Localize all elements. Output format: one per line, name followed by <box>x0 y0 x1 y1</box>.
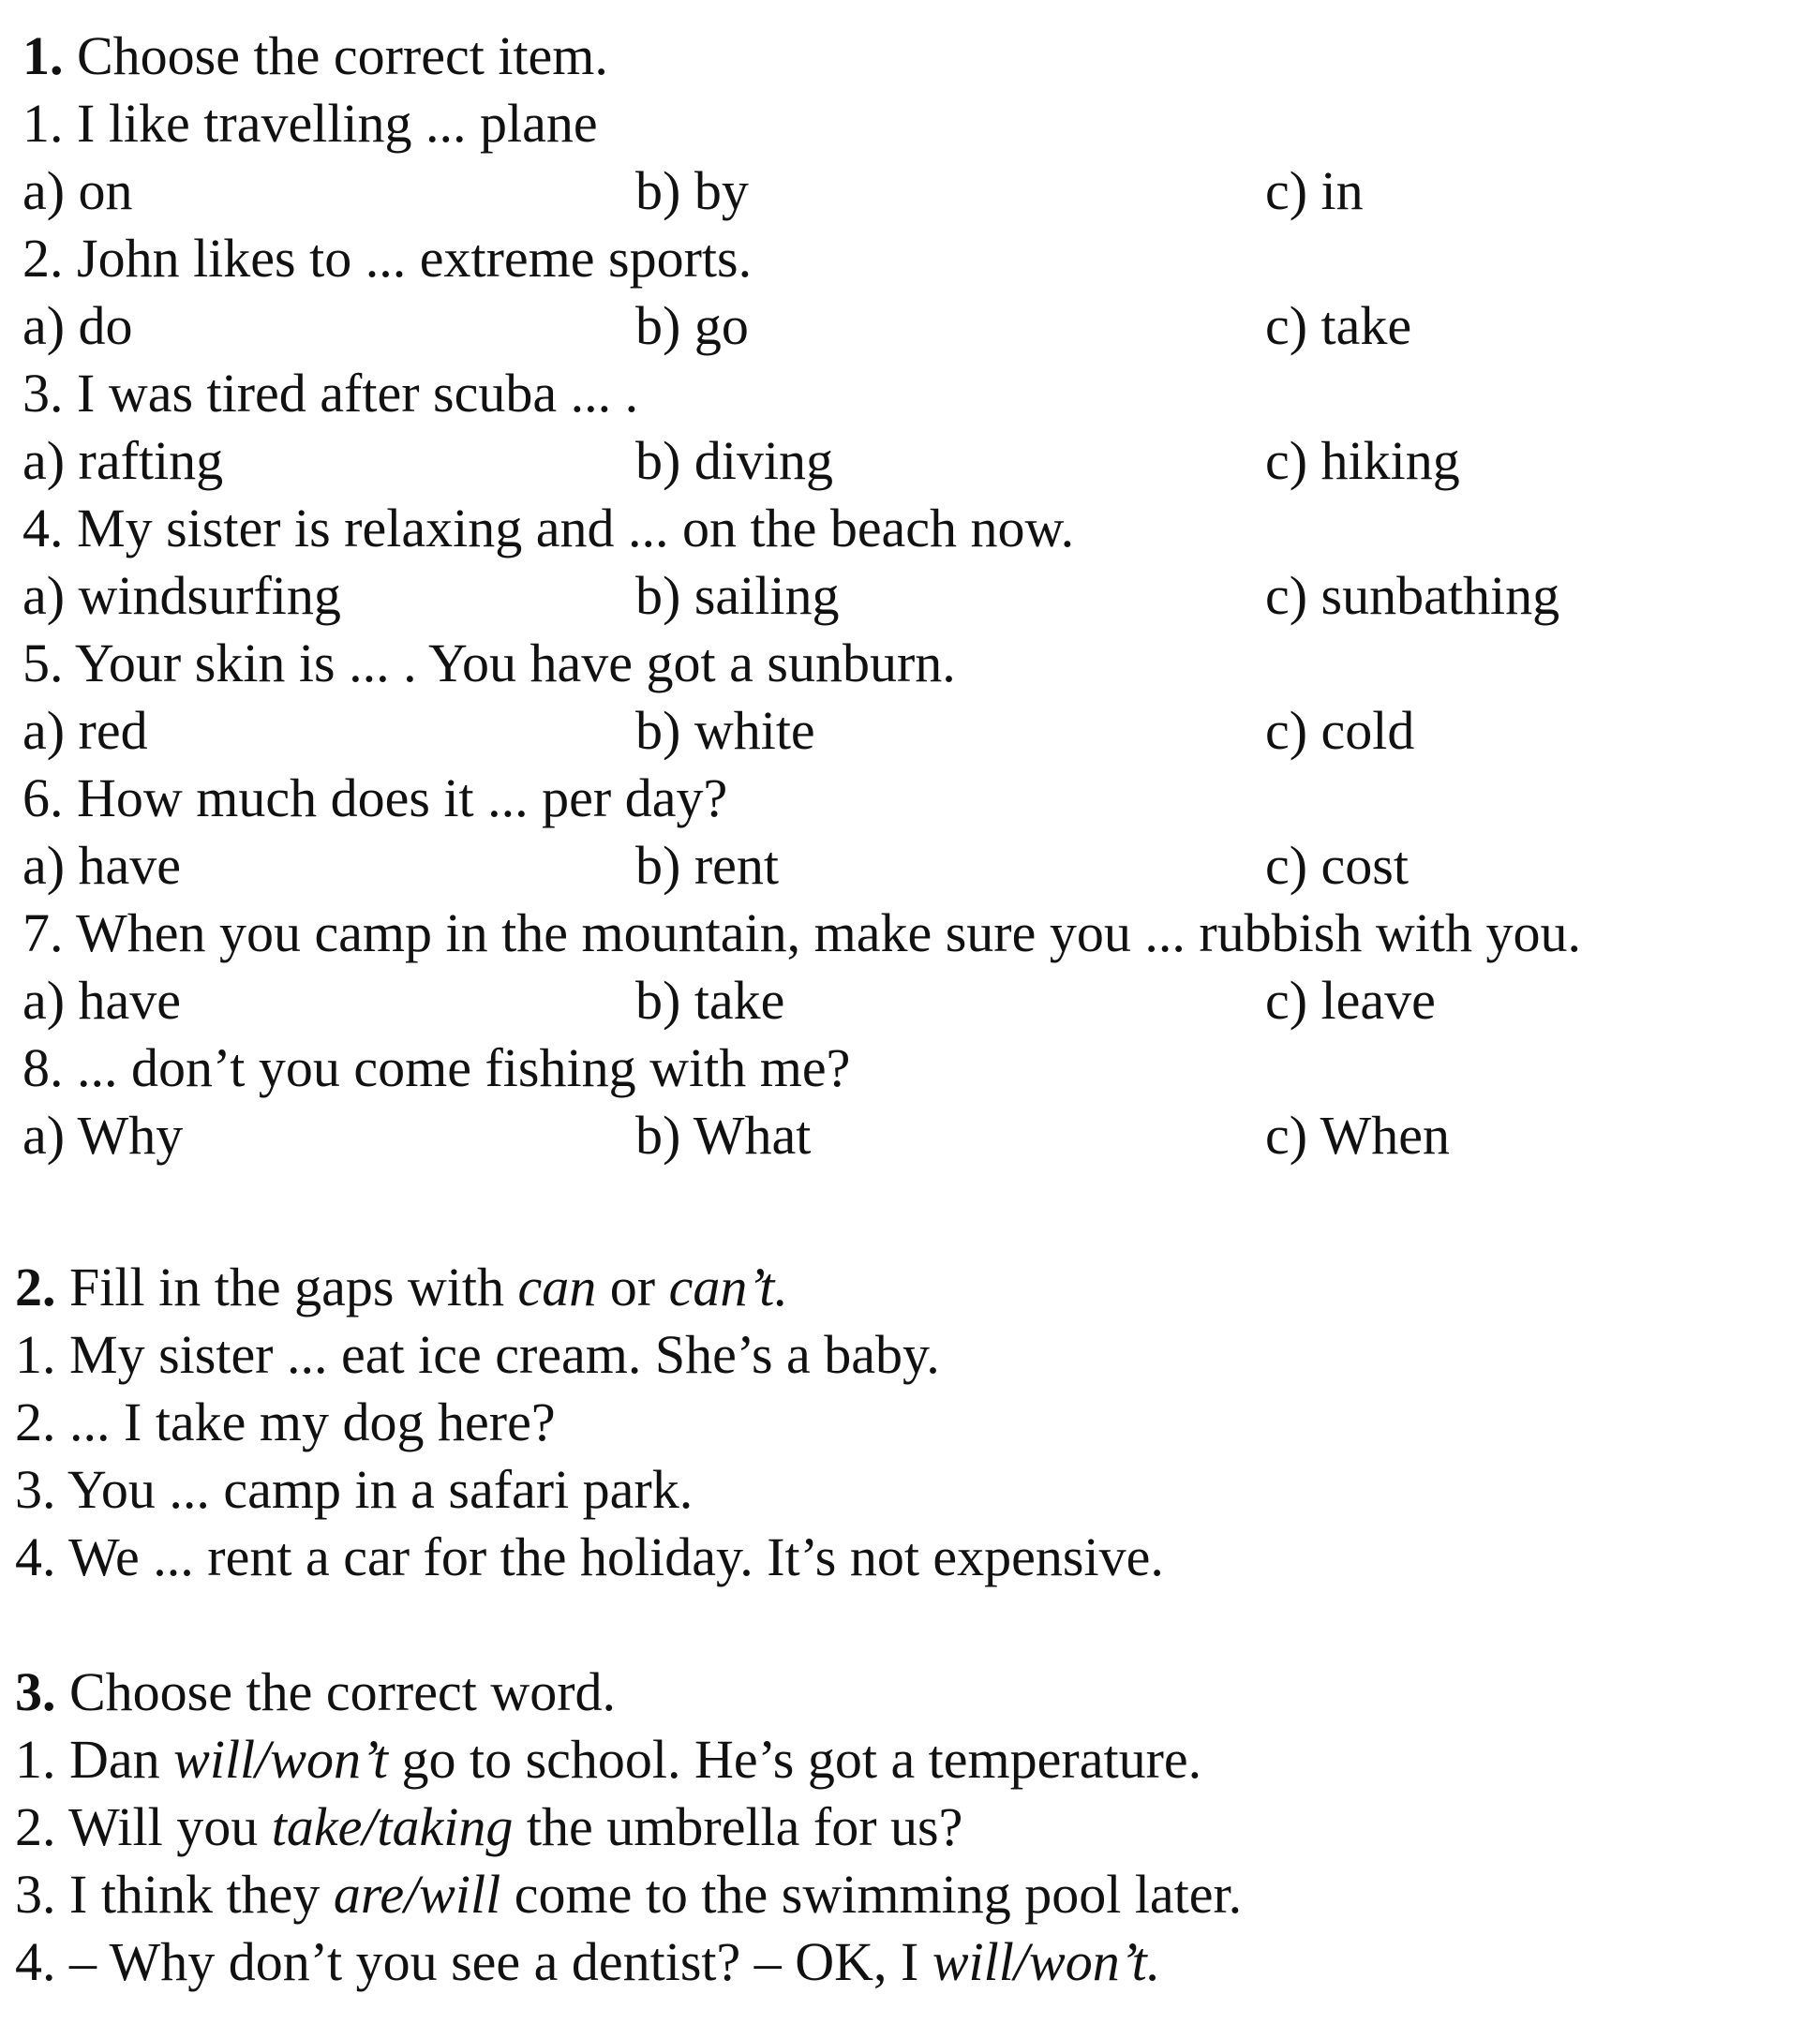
option-b: b) rent <box>635 835 779 896</box>
option-c: c) hiking <box>1265 430 1460 491</box>
gap-sentence: 1. My sister ... eat ice cream. She’s a baby. <box>15 1324 940 1385</box>
exercise-2-instruction: Fill in the gaps with <box>69 1257 504 1317</box>
exercise-2-number: 2. <box>15 1257 56 1317</box>
question-stem: 2. John likes to ... extreme sports. <box>22 228 753 289</box>
exercise-2-heading <box>15 1254 788 1321</box>
exercise-3-instruction: Choose the correct word. <box>69 1661 617 1722</box>
word-can: can <box>517 1257 597 1317</box>
question-stem: 8. ... don’t you come fishing with me? <box>22 1037 851 1098</box>
option-c: c) When <box>1265 1105 1450 1166</box>
option-c: c) in <box>1265 160 1364 221</box>
option-c: c) cold <box>1265 700 1415 761</box>
option-b: b) take <box>635 970 785 1031</box>
word-choice: are/will <box>333 1864 501 1925</box>
sentence-start: 4. – Why don’t you see a dentist? – OK, I <box>15 1931 919 1992</box>
question-stem: 1. I like travelling ... plane <box>22 93 598 154</box>
option-a: a) rafting <box>22 430 224 491</box>
sentence-end: go to school. He’s got a temperature. <box>401 1729 1202 1790</box>
sentence-end: the umbrella for us? <box>526 1796 963 1857</box>
exercise-3-heading <box>15 1659 616 1726</box>
question-stem: 3. I was tired after scuba ... . <box>22 363 639 424</box>
word-choice: will/won’t. <box>932 1931 1161 1992</box>
option-c: c) sunbathing <box>1265 565 1560 626</box>
option-a: a) windsurfing <box>22 565 341 626</box>
exercise-1-number: 1. <box>22 25 64 86</box>
option-b: b) by <box>635 160 749 221</box>
choice-sentence <box>15 1928 1160 1996</box>
option-a: a) on <box>22 160 133 221</box>
option-b: b) What <box>635 1105 812 1166</box>
word-or: or <box>609 1257 656 1317</box>
choice-sentence <box>15 1726 1201 1793</box>
gap-sentence: 4. We ... rent a car for the holiday. It’s not expensive. <box>15 1526 1164 1587</box>
choice-sentence <box>15 1861 1242 1928</box>
option-c: c) take <box>1265 295 1412 356</box>
option-b: b) diving <box>635 430 834 491</box>
sentence-start: 2. Will you <box>15 1796 259 1857</box>
word-cant: can’t. <box>668 1257 788 1317</box>
question-stem: 5. Your skin is ... . You have got a sunburn. <box>22 632 956 693</box>
option-a: a) red <box>22 700 148 761</box>
exercise-1-instruction: Choose the correct item. <box>77 25 608 86</box>
option-c: c) cost <box>1265 835 1409 896</box>
sentence-start: 3. I think they <box>15 1864 321 1925</box>
option-a: a) do <box>22 295 133 356</box>
gap-sentence: 2. ... I take my dog here? <box>15 1392 556 1452</box>
gap-sentence: 3. You ... camp in a safari park. <box>15 1459 694 1520</box>
sentence-end: come to the swimming pool later. <box>514 1864 1243 1925</box>
option-a: a) have <box>22 970 182 1031</box>
exercise-1-heading <box>22 22 608 90</box>
choice-sentence <box>15 1793 962 1861</box>
word-choice: will/won’t <box>173 1729 388 1790</box>
word-choice: take/taking <box>271 1796 514 1857</box>
option-a: a) have <box>22 835 182 896</box>
question-stem: 7. When you camp in the mountain, make sure you ... rubbish with you. <box>22 902 1581 963</box>
option-b: b) go <box>635 295 749 356</box>
option-b: b) sailing <box>635 565 840 626</box>
option-a: a) Why <box>22 1105 184 1166</box>
option-c: c) leave <box>1265 970 1436 1031</box>
question-stem: 4. My sister is relaxing and ... on the beach now. <box>22 498 1075 558</box>
sentence-start: 1. Dan <box>15 1729 160 1790</box>
question-stem: 6. How much does it ... per day? <box>22 767 728 828</box>
option-b: b) white <box>635 700 815 761</box>
exercise-3-number: 3. <box>15 1661 56 1722</box>
